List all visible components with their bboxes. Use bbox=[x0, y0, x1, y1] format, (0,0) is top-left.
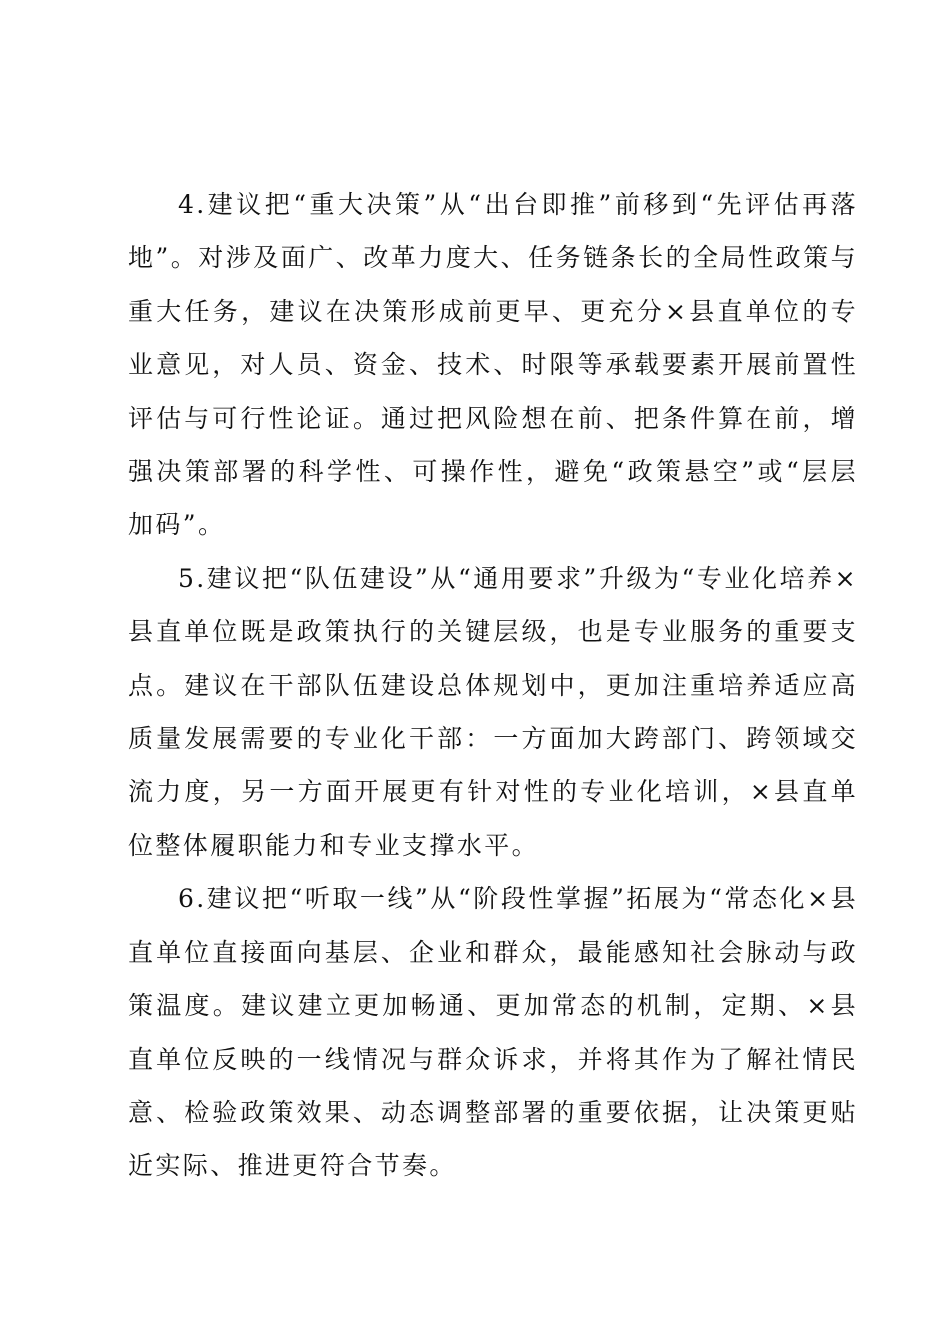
paragraph-6: 6.建议把“听取一线”从“阶段性掌握”拓展为“常态化×县直单位直接面向基层、企业和群众，最能感知社会脉动与政策温度。建议建立更加畅通、更加常态的机制，定期、×县直单位反映的一线情况与群众诉求，并将其作为了解社情民意、检验政策效果、动态调整部署的重要依据，让决策更贴近实际、推进更符合节奏。 bbox=[128, 884, 858, 1181]
paragraph-5: 5.建议把“队伍建设”从“通用要求”升级为“专业化培养×县直单位既是政策执行的关键层级，也是专业服务的重要支点。建议在干部队伍建设总体规划中，更加注重培养适应高质量发展需要的专业化干部：一方面加大跨部门、跨领域交流力度，另一方面开展更有针对性的专业化培训，×县直单位整体履职能力和专业支撑水平。 bbox=[128, 563, 858, 860]
document-body bbox=[128, 178, 858, 1193]
paragraph-4: 4.建议把“重大决策”从“出台即推”前移到“先评估再落地”。对涉及面广、改革力度大、任务链条长的全局性政策与重大任务，建议在决策形成前更早、更充分×县直单位的专业意见，对人员、资金、技术、时限等承载要素开展前置性评估与可行性论证。通过把风险想在前、把条件算在前，增强决策部署的科学性、可操作性，避免“政策悬空”或“层层加码”。 bbox=[128, 190, 858, 540]
